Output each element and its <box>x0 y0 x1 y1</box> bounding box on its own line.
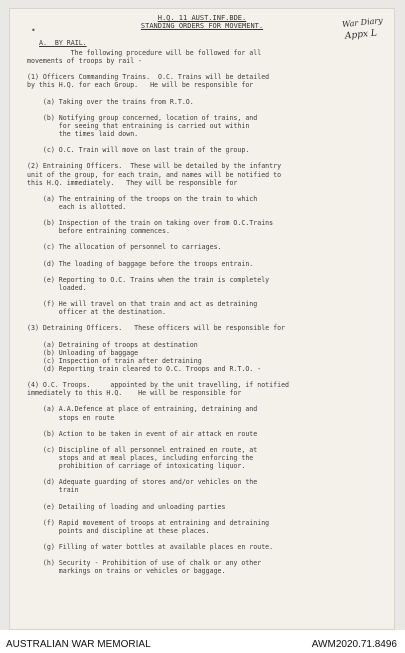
typed-line: (4) O.C. Troops. appointed by the unit travelling, if notified <box>27 381 290 390</box>
typed-line: (3) Detraining Officers. These officers will be responsible for <box>27 324 286 333</box>
typed-line: (a) A.A.Defence at place of entraining, detraining and <box>27 405 258 414</box>
typed-line: (a) The entraining of the troops on the train to which <box>27 194 258 203</box>
typed-line: points and discipline at these places. <box>27 526 210 535</box>
typed-line: (d) Adequate guarding of stores and/or vehicles on the <box>27 478 258 487</box>
typed-line: (c) The allocation of personnel to carriages. <box>27 243 222 252</box>
typed-line: movements of troops by rail - <box>27 57 143 66</box>
typed-line: each is allotted. <box>27 202 127 211</box>
typed-line: (d) The loading of baggage before the troops entrain. <box>27 259 254 268</box>
typed-line: markings on trains or vehicles or baggage. <box>27 567 226 576</box>
typed-line: (2) Entraining Officers. These will be detailed by the infantry <box>27 162 282 171</box>
typed-line: (f) He will travel on that train and act as detraining <box>27 300 258 309</box>
typed-line: (c) O.C. Train will move on last train of the group. <box>27 146 250 155</box>
typed-line: officer at the destination. <box>27 308 166 317</box>
typed-line: by this H.Q. for each Group. He will be responsible for <box>27 81 254 90</box>
typed-line: The following procedure will be followed for all <box>27 49 262 57</box>
pin-mark: • <box>31 26 36 35</box>
typed-line: prohibition of carriage of intoxicating liquor. <box>27 462 246 471</box>
typed-line: for seeing that entraining is carried out within <box>27 121 250 130</box>
typed-line: (d) Reporting train cleared to O.C. Troops and R.T.O. - <box>27 364 262 373</box>
typed-line: (1) Officers Commanding Trains. O.C. Trains will be detailed <box>27 73 270 82</box>
typed-line: (b) Unloading of baggage <box>27 348 139 357</box>
typed-line: train <box>27 486 79 495</box>
typed-line: (b) Notifying group concerned, location of trains, and <box>27 113 258 122</box>
typed-line: (e) Detailing of loading and unloading parties <box>27 502 226 511</box>
typed-line: stops and at meal places, including enforcing the <box>27 454 254 462</box>
typed-line: (h) Security - Prohibition of use of chalk or any other <box>27 559 262 568</box>
typed-line: loaded. <box>27 283 87 292</box>
footer-institution: AUSTRALIAN WAR MEMORIAL <box>6 639 151 650</box>
typed-line: unit of the group, for each train, and names will be notified to <box>27 170 282 179</box>
typed-line: (c) Inspection of train after detraining <box>27 356 202 365</box>
typed-line: (c) Discipline of all personnel entrained en route, at <box>27 445 258 454</box>
typed-line: (f) Rapid movement of troops at entraining and detraining <box>27 518 270 527</box>
typed-line: stops en route <box>27 413 115 422</box>
document-header-hq: H.Q. 11 AUST.INF.BDE. <box>157 14 247 22</box>
typed-line: (b) Inspection of the train on taking over from O.C.Trains <box>27 219 274 228</box>
typed-line: (b) Action to be taken in event of air attack en route <box>27 429 258 438</box>
typed-line: the times laid down. <box>27 130 139 138</box>
typed-line: (g) Filling of water bottles at available places en route. <box>27 543 274 552</box>
typed-line: immediately to this H.Q. He will be responsible for <box>27 389 242 398</box>
handwritten-war-diary: War Diary <box>341 15 384 30</box>
handwritten-appendix: Appx L <box>344 28 378 42</box>
typed-line: before entraining commences. <box>27 227 170 236</box>
typed-line: this H.Q. immediately. They will be responsible for <box>27 178 238 187</box>
document-page <box>9 8 395 630</box>
typed-line: (e) Reporting to O.C. Trains when the train is completely <box>27 275 270 284</box>
section-a-heading: A. BY RAIL. <box>39 39 87 47</box>
document-header-title: STANDING ORDERS FOR MOVEMENT. <box>140 22 264 30</box>
typed-line: (a) Detraining of troops at destination <box>27 340 198 349</box>
footer-accession-number: AWM2020.71.8496 <box>311 639 397 650</box>
typed-line: (a) Taking over the trains from R.T.O. <box>27 97 194 106</box>
footer-bar <box>0 630 405 653</box>
